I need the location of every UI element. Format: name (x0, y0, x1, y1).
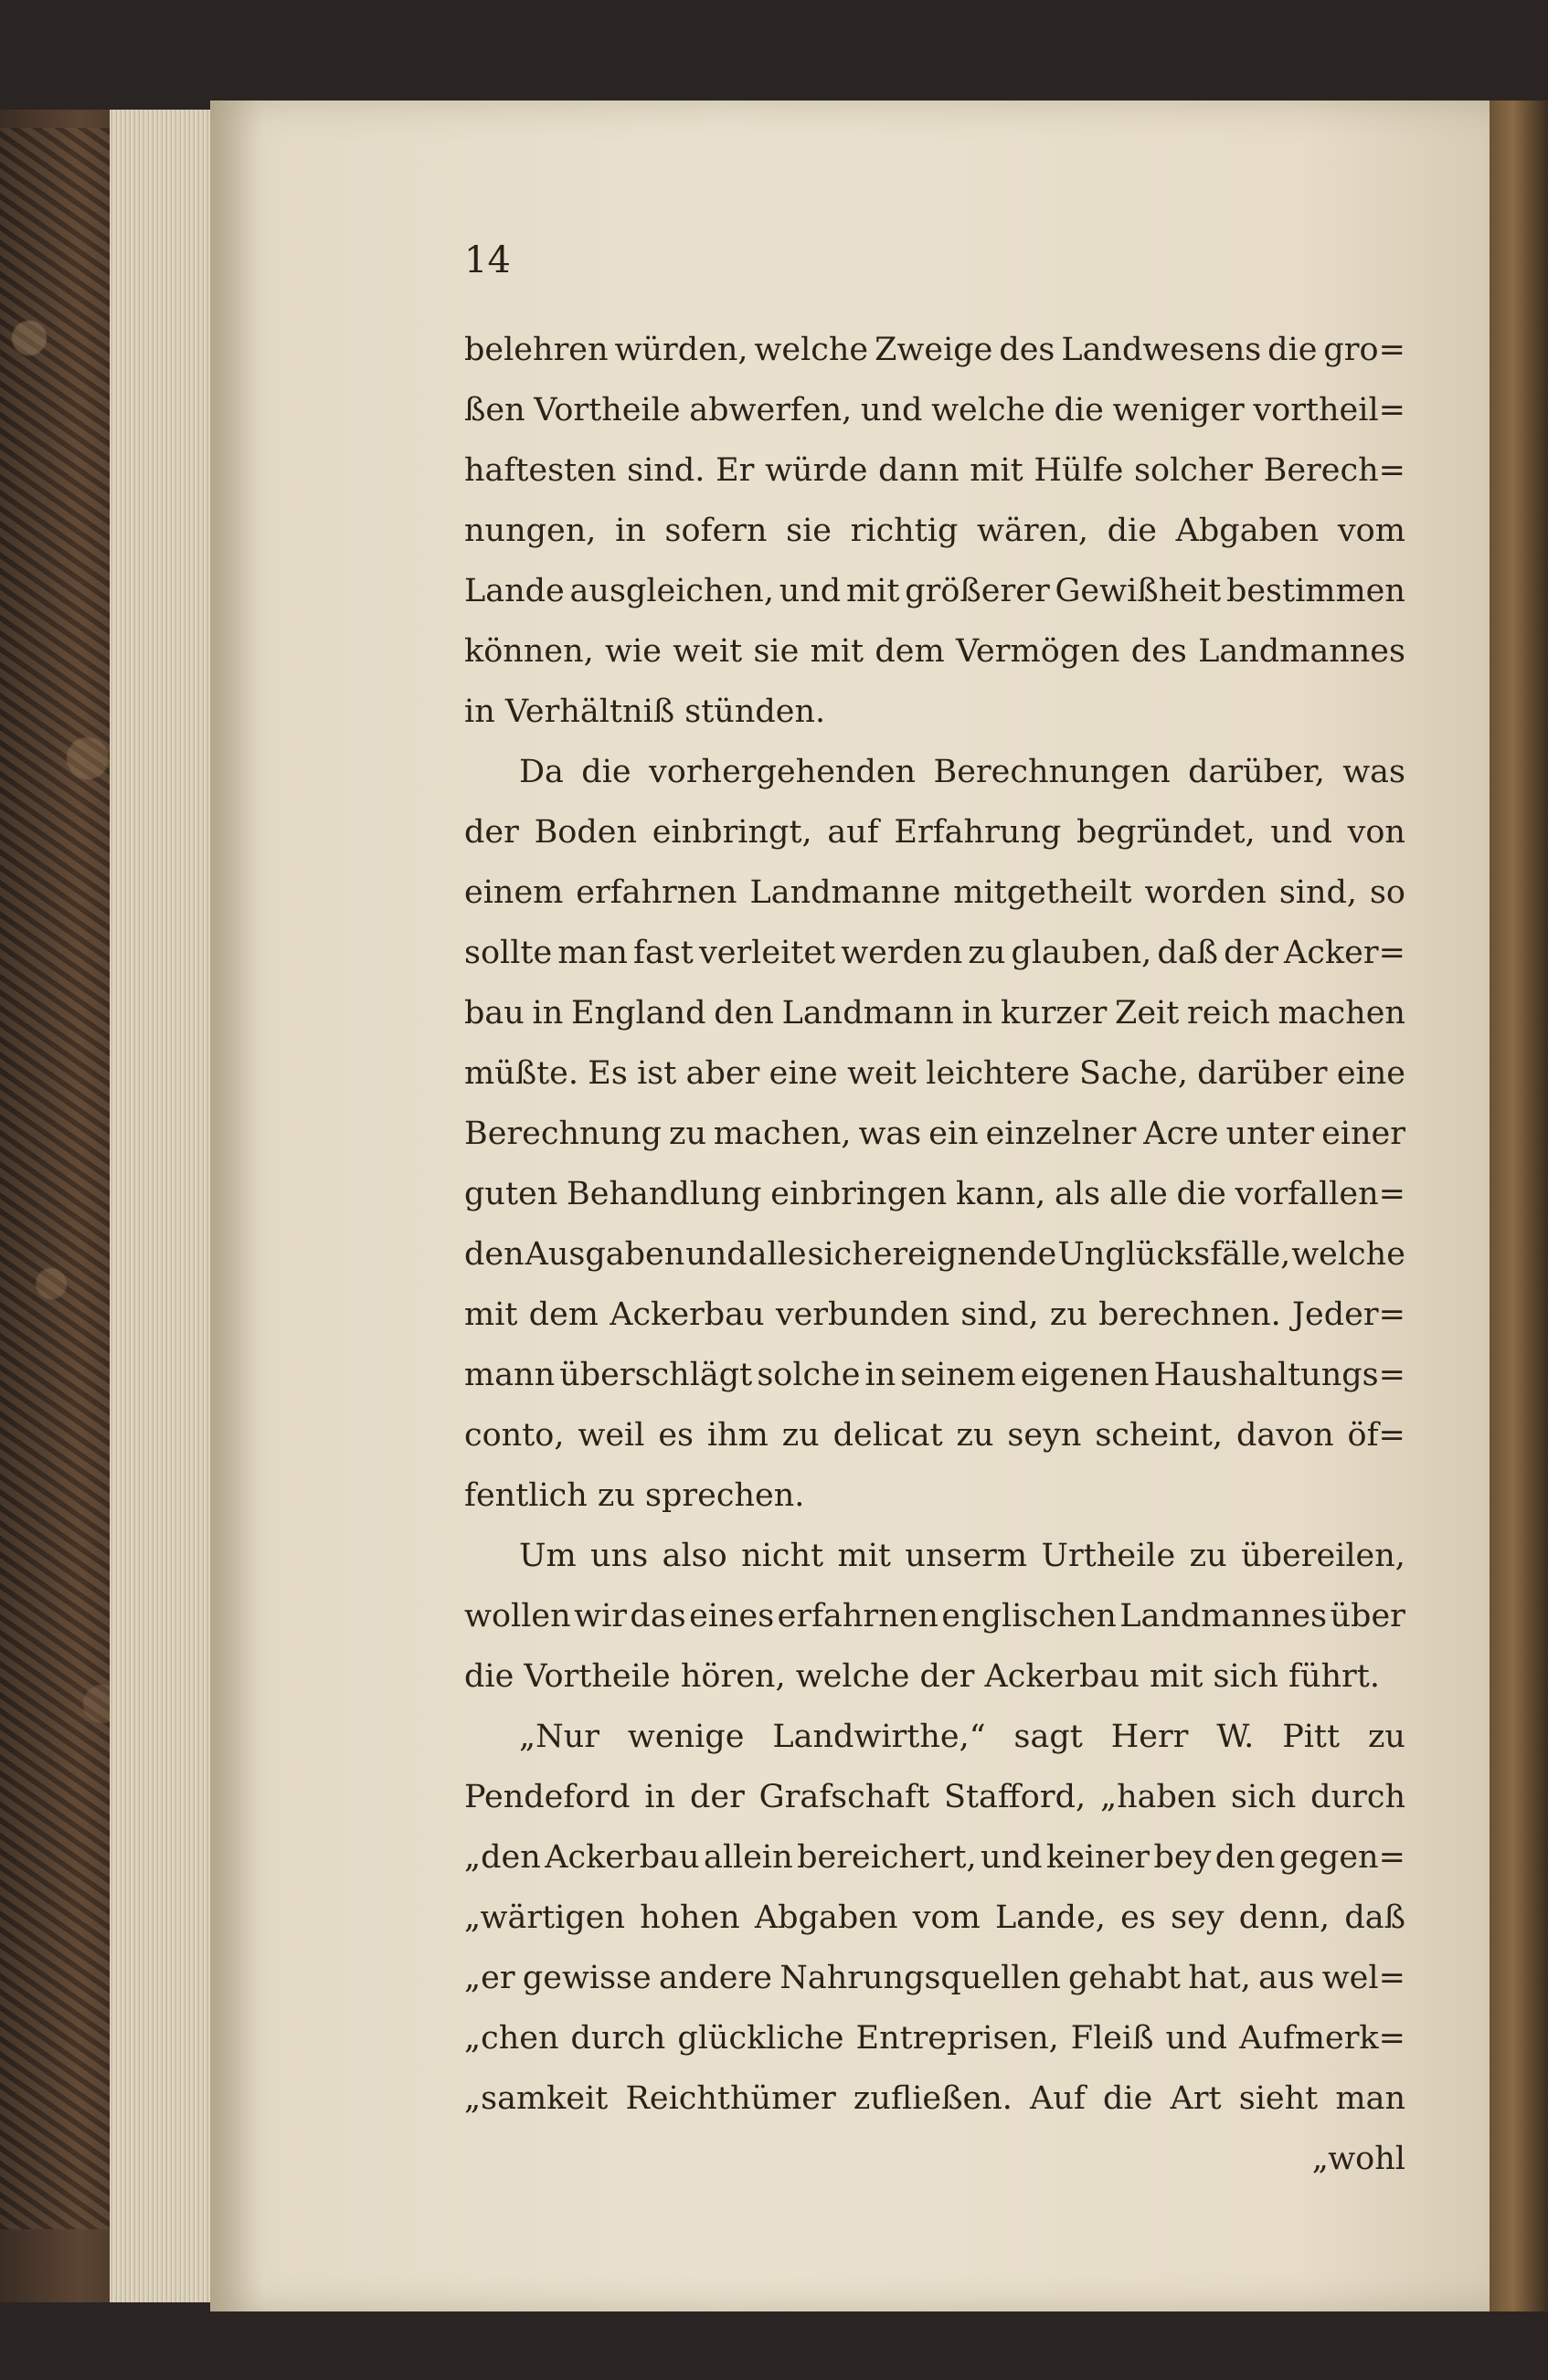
text-line: „wohl (1311, 2141, 1405, 2177)
text-line: „Nur wenige Landwirthe,“ sagt Herr W. Pitt zu (519, 1719, 1405, 1755)
text-line: bau in England den Landmann in kurzer Zeit reich machen (464, 995, 1405, 1031)
text-line: fentlich zu sprechen. (464, 1477, 805, 1514)
text-line: haftesten sind. Er würde dann mit Hülfe solcher Berech= (464, 452, 1405, 489)
text-line: „samkeit Reichthümer zufließen. Auf die Art sieht man (464, 2080, 1405, 2117)
facing-page-edge (1490, 100, 1548, 2311)
text-line: Berechnung zu machen, was ein einzelner Acre unter einer (464, 1116, 1405, 1152)
text-line: Da die vorhergehenden Berechnungen darüber, was (519, 754, 1405, 790)
text-line: in Verhältniß stünden. (464, 693, 826, 730)
text-line: „den Ackerbau allein bereichert, und keiner bey den gegen= (464, 1839, 1405, 1876)
text-line: der Boden einbringt, auf Erfahrung begründet, und von (464, 814, 1405, 851)
page-text (464, 320, 1405, 2189)
text-line: einem erfahrnen Landmanne mitgetheilt worden sind, so (464, 874, 1405, 911)
text-line: können, wie weit sie mit dem Vermögen des Landmannes (464, 633, 1405, 670)
text-line: nungen, in sofern sie richtig wären, die Abgaben vom (464, 513, 1405, 549)
text-line: müßte. Es ist aber eine weit leichtere Sache, darüber eine (464, 1055, 1405, 1092)
text-line: Pendeford in der Grafschaft Stafford, „haben sich durch (464, 1779, 1405, 1815)
text-line: sollte man fast verleitet werden zu glauben, daß der Acker= (464, 935, 1405, 971)
text-line: guten Behandlung einbringen kann, als alle die vorfallen= (464, 1176, 1405, 1212)
text-line: „wärtigen hohen Abgaben vom Lande, es sey denn, daß (464, 1899, 1405, 1936)
text-line: wollen wir das eines erfahrnen englischen Landmannes über (464, 1598, 1405, 1634)
text-line: die Vortheile hören, welche der Ackerbau mit sich führt. (464, 1658, 1380, 1695)
text-line: belehren würden, welche Zweige des Landwesens die gro= (464, 332, 1405, 368)
text-line: „er gewisse andere Nahrungsquellen gehabt hat, aus wel= (464, 1960, 1405, 1996)
text-line: Lande ausgleichen, und mit größerer Gewißheit bestimmen (464, 573, 1405, 609)
page-edges (110, 110, 219, 2302)
text-line: Um uns also nicht mit unserm Urtheile zu übereilen, (519, 1538, 1405, 1574)
text-line: den Ausgaben und alle sich ereignende Unglücksfälle, welche (464, 1236, 1405, 1273)
text-line: ßen Vortheile abwerfen, und welche die weniger vortheil= (464, 392, 1405, 428)
text-line: mann überschlägt solche in seinem eigenen Haushaltungs= (464, 1357, 1405, 1393)
text-line: conto, weil es ihm zu delicat zu seyn scheint, davon öf= (464, 1417, 1405, 1454)
text-line: mit dem Ackerbau verbunden sind, zu berechnen. Jeder= (464, 1296, 1405, 1333)
text-line: „chen durch glückliche Entreprisen, Fleiß und Aufmerk= (464, 2020, 1405, 2057)
page-number: 14 (464, 239, 511, 281)
